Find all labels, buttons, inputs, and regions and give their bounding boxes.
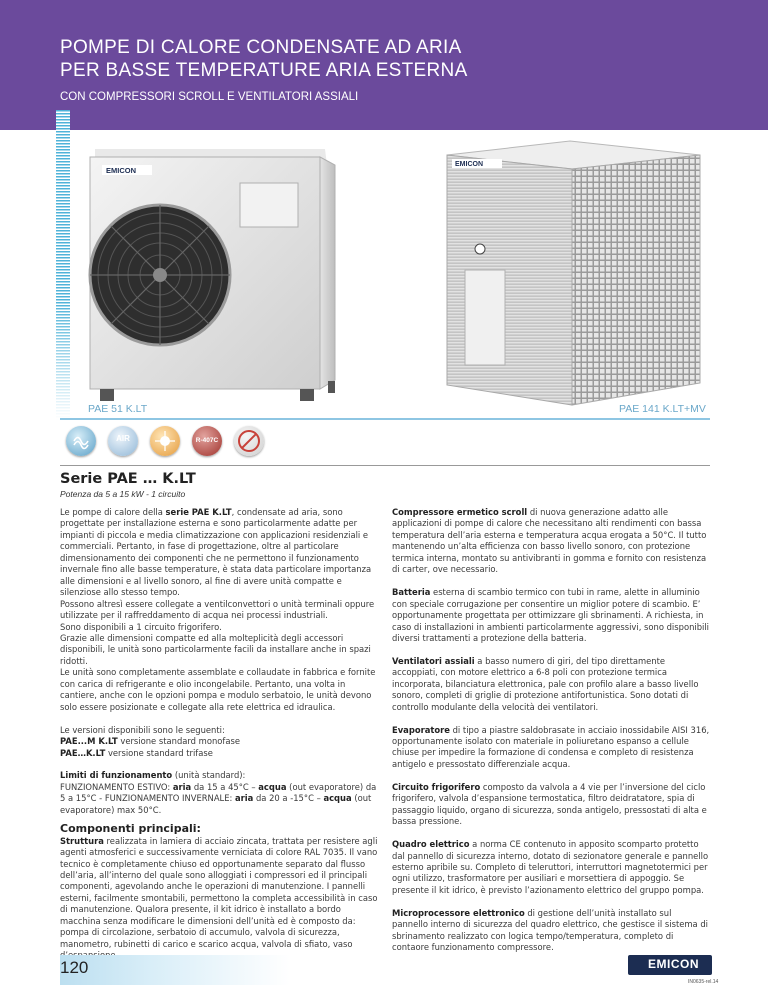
limits-heading: Limiti di funzionamento (unità standard): (60, 770, 246, 781)
series-power-range: Potenza da 5 a 15 kW - 1 circuito (60, 489, 186, 499)
no-water-icon (234, 426, 264, 456)
intro-paragraph-2: Possono altresì essere collegate a ventilconvettori o unità terminali oppure utilizzate per il raffreddamento di acqua nei processi industriali. (60, 598, 375, 621)
left-text-column (60, 507, 378, 962)
compressore-paragraph: Compressore ermetico scroll di nuova generazione adatto alle applicazioni di pompe di calore che necessitano alti rendimenti con bassa temperatura dell’aria esterna e temperatura acqua erogata a 50°C. Il tutto mantenendo un’alta efficienza con basso livello sonoro, con protezione termica interna, montato su antivibranti in gomma e fornito con resistenza di carter, ove necessario. (392, 507, 707, 575)
caption-divider (60, 418, 710, 420)
version-monofase: PAE...M K.LT versione standard monofase (60, 736, 240, 747)
series-title: Serie PAE … K.LT (60, 471, 196, 487)
quadro-paragraph: Quadro elettrico a norma CE contenuto in apposito scomparto protetto dal pannello di sicurezza interno, dotato di sezionatore generale e pannello esterno apribile su. Completo di teleruttori, interruttori magnetotermici per ogni utilizzo, trasformatore per ausiliari e morsettiera di appoggio. Se presente il kit idrico, è previsto l’azionamento elettrico del gruppo pompa. (392, 839, 709, 895)
limits-text: FUNZIONAMENTO ESTIVO: aria da 15 a 45°C – acqua (out evaporatore) da 5 a 15°C - FUNZIONAMENTO INVERNALE: aria da 20 a -15°C – acqua (out evaporatore) max 50°C. (60, 781, 377, 815)
microprocessore-paragraph: Microprocessore elettronico di gestione dell’unità installato sul pannello interno di sicurezza del quadro elettrico, che gestisce il sistema di sbrinamento realizzato con logica tempo/temperatura, completo di contaore funzionamento compressore. (392, 907, 708, 953)
components-heading: Componenti principali: (60, 822, 201, 836)
svg-text:EMICON: EMICON (455, 161, 483, 168)
intro-paragraph-4: Grazie alle dimensioni compatte ed alla molteplicità degli accessori disponibili, le unità sono particolarmente facili da installare anche in spazi ridotti. (60, 632, 371, 666)
circuito-paragraph: Circuito frigorifero composto da valvola a 4 vie per l’inversione del ciclo frigorifero, valvola d’espansione termostatica, filtro deidratatore, spia di passaggio liquido, organo di sicurezza, sonda antigelo, pressostati di alta e bassa pressione. (392, 781, 707, 827)
svg-text:EMICON: EMICON (106, 166, 136, 175)
heating-icon (66, 426, 96, 456)
page-subtitle: CON COMPRESSORI SCROLL E VENTILATORI ASSIALI (60, 91, 359, 103)
evaporatore-paragraph: Evaporatore di tipo a piastre saldobrasate in acciaio inossidabile AISI 316, opportunamente isolato con materiale in poliuretano espanso a cellule chiuse per impedire la formazione di condensa e completo di resistenza antigelo e pressostato differenziale acqua. (392, 724, 710, 769)
ventilatori-paragraph: Ventilatori assiali a basso numero di giri, del tipo direttamente accoppiati, con motore elettrico a 6-8 poli con protezione termica incorporata, bilanciatura elettronica, pale con profilo alare a basso livello sonoro, completi di griglie di protezione antifortunistica. Sono dotati di controllo modulante della velocità dei ventilatori. (392, 655, 699, 712)
section-rule (60, 465, 710, 466)
unit-pae-51-photo (90, 149, 335, 401)
emicon-logo-text: EMICON (648, 957, 699, 971)
right-text-column (392, 507, 710, 954)
header-banner (0, 0, 768, 130)
page-title-line2: PER BASSE TEMPERATURE ARIA ESTERNA (60, 60, 468, 81)
struttura-paragraph: Struttura realizzata in lamiera di acciaio zincata, trattata per resistere agli agenti atmosferici e successivamente verniciata di colore RAL 7035. Il vano tecnico è completamente chiuso ed opportunamente separato dal flusso dell’aria, all’interno del quale sono alloggiati i compressori ed il principali componenti, agevolando anche le operazioni di manutenzione. I pannelli esterni, facilmente smontabili, permettono la completa accessibilità in caso di manutenzione. Qualora presente, il kit idrico è installato a bordo macchina senza modificare le dimensioni dell’unità ed è composto da: pompa di circolazione, serbatoio di accumulo, valvola di sicurezza, manometro, rubinetti di carico e scarico acqua, valvola di sfiato, vaso (60, 835, 378, 949)
document-revision: IN0635-rel.14 (688, 979, 719, 985)
page-number-box (60, 955, 290, 985)
version-trifase: PAE…K.LT versione standard trifase (60, 747, 213, 758)
intro-paragraph-5: Le unità sono completamente assemblate e collaudate in fabbrica e fornite con carica di refrigerante e olio incongelabile. Pertanto, una volta in cantiere, anche con le opzioni pompa e modulo serbatoio, le unità devono solo essere posizionate e collegate alla rete elettrica ed idraulica. (60, 667, 376, 712)
product-photos (60, 135, 710, 420)
batteria-paragraph: Batteria esterna di scambio termico con tubi in rame, alette in alluminio con speciale corrugazione per consentire un miglior potere di scambio. E’ opportunamente progettata per ottimizzare gli sbrinamenti. A richiesta, in caso di installazioni in ambienti particolarmente aggressivi, sono disponibili diversi trattamenti a protezione della batteria. (392, 587, 709, 643)
air-icon: AIR (108, 426, 138, 456)
page-title-line1: POMPE DI CALORE CONDENSATE AD ARIA (60, 37, 462, 58)
page-number: 120 (60, 958, 89, 977)
unit-pae-141-photo (447, 141, 700, 405)
intro-paragraph-1: Le pompe di calore della serie PAE K.LT, condensate ad aria, sono progettate per installazione esterna e sono particolarmente adatte per impianti di piccola e media climatizzazione con applicazioni residenziali e commerciali. Pertanto, in fase di progettazione, oltre al particolare dimensionamento dei componenti che ne permettono il funzionamento invernale fino alle basse temperature, è stata data particolare importanza alle dimensioni e al livello sonoro, al fine di avere unità compatte e silenziose allo stesso tempo. (60, 507, 372, 598)
caption-pae-141: PAE 141 K.LT+MV (619, 403, 706, 415)
caption-pae-51: PAE 51 K.LT (88, 403, 148, 415)
versions-intro: Le versioni disponibili sono le seguenti: (60, 724, 225, 735)
refrigerant-icon: R-407C (192, 426, 222, 456)
feature-icons-row (60, 426, 270, 458)
heat-cool-icon (150, 426, 180, 456)
intro-paragraph-3: Sono disponibili a 1 circuito frigorifero. (60, 621, 222, 632)
